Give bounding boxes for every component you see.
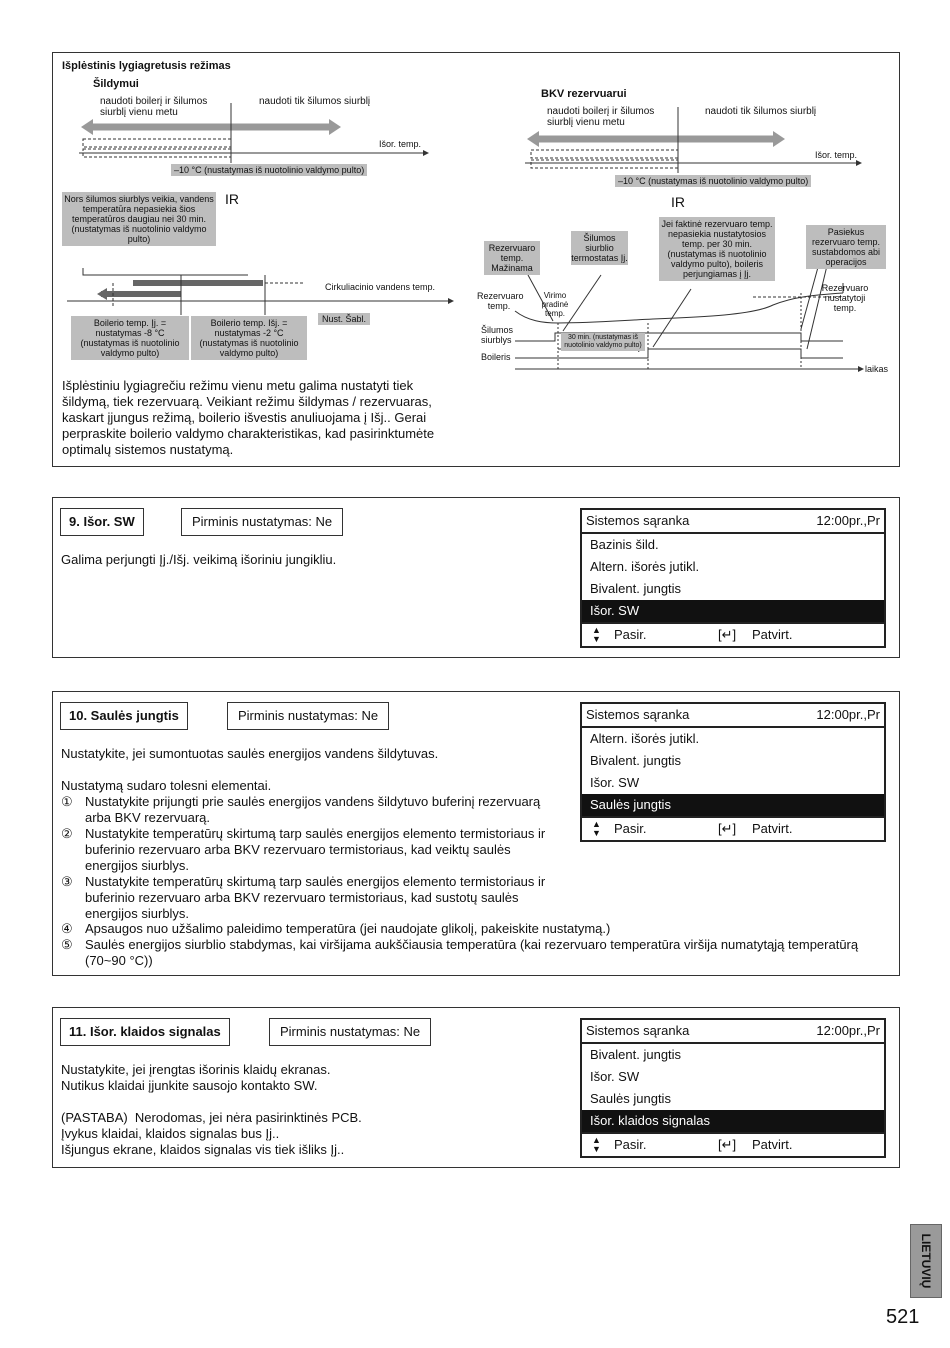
lcd-title: Sistemos sąranka [586, 513, 690, 528]
select-label: Pasir. [614, 821, 647, 836]
language-tab-label: LIETUVIŲ [919, 1233, 933, 1289]
menu-item-alt-sensor[interactable]: Altern. išorės jutikl. [590, 559, 700, 574]
section-ext-error [52, 1007, 900, 1168]
select-label: Pasir. [614, 627, 647, 642]
section-title: 10. Saulės jungtis [60, 702, 188, 730]
lcd-header [582, 704, 884, 728]
tank-decreasing-box: Rezervuaro temp. Mažinama [484, 241, 540, 275]
boiler-line-label: Boileris [481, 352, 511, 362]
bkv-use-hp-label: naudoti tik šilumos siurblį [705, 106, 817, 117]
menu-item-solar[interactable]: Saulės jungtis [590, 1091, 671, 1106]
note2: Įvykus klaidai, klaidos signalas bus Įj.. [61, 1126, 280, 1141]
hp-thermostat-box: Šilumos siurblio termostatas Įj. [571, 233, 628, 263]
list-item [61, 826, 566, 874]
condition-note-box: Nors šilumos siurblys veikia, vandens temperatūra nepasiekia šios temperatūros daugiau nei 30 min. (nustatymas iš nuotolinio valdymo pulto) [62, 192, 216, 246]
heat-use-hp-label: naudoti tik šilumos siurblį [259, 96, 371, 107]
initial-setting: Pirminis nustatymas: Ne [181, 508, 343, 536]
heat-use-both-label: naudoti boilerį ir šilumos siurblį vienu metu [100, 96, 208, 118]
lcd-screen [580, 1018, 886, 1158]
initial-setting: Pirminis nustatymas: Ne [227, 702, 389, 730]
note1: (PASTABA) Nerodomas, jei nėra pasirinktinės PCB. [61, 1110, 362, 1125]
item-number: ① [61, 794, 73, 809]
lcd-time: 12:00pr.,Pr [816, 513, 880, 528]
lcd-footer [582, 622, 884, 646]
description: Galima perjungti Įj./Išj. veikimą išoriniu jungikliu. [61, 552, 337, 567]
menu-item-bivalent[interactable]: Bivalent. jungtis [590, 1047, 682, 1062]
bkv-minus10-label: –10 °C (nustatymas iš nuotolinio valdymo pulto) [615, 175, 811, 187]
lcd-header [582, 1020, 884, 1044]
item-number: ③ [61, 874, 73, 889]
section-solar [52, 691, 900, 976]
menu-item-ext-sw[interactable]: Išor. SW [590, 775, 640, 790]
menu-item-basic-heat[interactable]: Bazinis šild. [590, 537, 659, 552]
lcd-screen [580, 508, 886, 648]
item-number: ④ [61, 921, 73, 936]
menu-item-alt-sensor[interactable]: Altern. išorės jutikl. [590, 731, 700, 746]
lcd-footer [582, 816, 884, 840]
menu-item-ext-error[interactable]: Išor. klaidos signalas [582, 1110, 884, 1132]
bkv-use-both-label: naudoti boilerį ir šilumos siurblį vienu metu [547, 106, 655, 128]
lcd-title: Sistemos sąranka [586, 1023, 690, 1038]
tank-set-label: Rezervuaro nustatytoji temp. [821, 283, 869, 313]
item-text: Nustatykite temperatūrų skirtumą tarp saulės energijos elemento termistoriaus ir buferinio rezervuaro arba BKV rezervuaro termistoriaus, kad sustotų saulės energijos siurblys. [85, 874, 546, 921]
enter-icon: [↵] [718, 627, 737, 642]
up-down-icon: ▲ ▼ [592, 1135, 601, 1154]
bkv-or-label: IR [671, 194, 685, 210]
section-title: 11. Išor. klaidos signalas [60, 1018, 230, 1046]
parallel-mode-paragraph: Išplėstiniu lygiagrečiu režimu vienu metu galima nustatyti tiek šildymą, tiek rezervuarą. Veikiant režimu šildymas / rezervuaras, kaskart įjungus režimą, boilerio išvestis anuliuojama į Išj.. Gerai perpraskite boilerio valdymo charakteristikas, kad pasirinktumėte optimalų sistemos nustatymą. [62, 378, 435, 457]
lcd-header [582, 510, 884, 534]
page-number: 521 [886, 1306, 920, 1328]
intro: Nustatymą sudaro tolesni elementai. [61, 778, 272, 793]
item-text: Nustatykite prijungti prie saulės energijos vandens šildytuvo buferinį rezervuarą arba BKV rezervuarą. [85, 794, 541, 825]
set-pattern-box: Nust. Šabl. [318, 313, 370, 325]
menu-item-ext-sw[interactable]: Išor. SW [582, 600, 884, 622]
boiler-on-box: Boilerio temp. Įj. = nustatymas -8 °C (nustatymas iš nuotolinio valdymo pulto) [71, 316, 189, 360]
item-number: ⑤ [61, 937, 73, 952]
boil-start-label: Virimo pradinė temp. [541, 291, 569, 318]
up-down-icon: ▲ ▼ [592, 819, 601, 838]
menu-item-ext-sw[interactable]: Išor. SW [590, 1069, 640, 1084]
parallel-mode-section [52, 52, 900, 467]
bkv-outdoor-label: Išor. temp. [815, 150, 858, 160]
lcd-footer [582, 1132, 884, 1156]
tank-temp-label: Rezervuaro temp. [477, 291, 524, 311]
lcd-time: 12:00pr.,Pr [816, 707, 880, 722]
confirm-label: Patvirt. [752, 821, 793, 836]
list-item [61, 794, 566, 826]
confirm-label: Patvirt. [752, 1137, 793, 1152]
minus10-label: –10 °C (nustatymas iš nuotolinio valdymo pulto) [171, 164, 367, 176]
list-item [61, 921, 891, 937]
enter-icon: [↵] [718, 821, 737, 836]
reached-box: Pasiekus rezervuaro temp. sustabdomos abi operacijos [806, 225, 886, 269]
thirty-min-label: 30 min. (nustatymas iš nuotolinio valdymo pulto) [561, 333, 645, 351]
bkv-label: BKV rezervuarui [541, 88, 627, 100]
line1: Nustatykite, jei įrengtas išorinis klaidų ekranas. [61, 1062, 331, 1077]
line2: Nutikus klaidai įjunkite sausojo kontakto SW. [61, 1078, 318, 1093]
menu-item-bivalent[interactable]: Bivalent. jungtis [590, 753, 682, 768]
initial-setting: Pirminis nustatymas: Ne [269, 1018, 431, 1046]
or-label: IR [225, 191, 239, 207]
item-number: ② [61, 826, 73, 841]
select-label: Pasir. [614, 1137, 647, 1152]
up-down-icon: ▲ ▼ [592, 625, 601, 644]
lcd-title: Sistemos sąranka [586, 707, 690, 722]
heating-label: Šildymui [93, 78, 139, 90]
section-ext-sw [52, 497, 900, 658]
language-tab [910, 1224, 942, 1298]
list-item [61, 874, 566, 922]
outdoor-temp-label: Išor. temp. [379, 139, 422, 149]
section-title: 9. Išor. SW [60, 508, 144, 536]
time-axis-label: laikas [865, 364, 889, 374]
lcd-screen [580, 702, 886, 842]
menu-item-solar[interactable]: Saulės jungtis [582, 794, 884, 816]
hp-line-label: Šilumos siurblys [481, 325, 514, 345]
lcd-time: 12:00pr.,Pr [816, 1023, 880, 1038]
actual-tank-box: Jei faktinė rezervuaro temp. nepasiekia nustatytosios temp. per 30 min. (nustatymas iš nuotolinio valdymo pulto), boileris perjungiamas į Įj. [659, 217, 775, 281]
confirm-label: Patvirt. [752, 627, 793, 642]
boiler-off-box: Boilerio temp. Išj. = nustatymas -2 °C (nustatymas iš nuotolinio valdymo pulto) [191, 316, 307, 360]
list-item [61, 937, 896, 969]
section-title: Išplėstinis lygiagretusis režimas [62, 60, 231, 72]
menu-item-bivalent[interactable]: Bivalent. jungtis [590, 581, 682, 596]
note3: Išjungus ekrane, klaidos signalas vis tiek išliks Įj.. [61, 1142, 345, 1157]
item-text: Saulės energijos siurblio stabdymas, kai viršijama aukščiausia temperatūra (kai rezervuaro temperatūra viršija numatytąją temperatūrą (70~90 °C)) [85, 937, 859, 968]
description: Nustatykite, jei sumontuotas saulės energijos vandens šildytuvas. [61, 746, 439, 761]
enter-icon: [↵] [718, 1137, 737, 1152]
item-text: Apsaugos nuo užšalimo paleidimo temperatūra (jei naudojate glikolį, pakeiskite nustatymą.) [85, 921, 611, 936]
circulation-temp-label: Cirkuliacinio vandens temp. [325, 282, 436, 292]
item-text: Nustatykite temperatūrų skirtumą tarp saulės energijos elemento termistoriaus ir buferinio rezervuaro arba BKV rezervuaro termistoriaus, kad veiktų saulės energijos siurblys. [85, 826, 546, 873]
